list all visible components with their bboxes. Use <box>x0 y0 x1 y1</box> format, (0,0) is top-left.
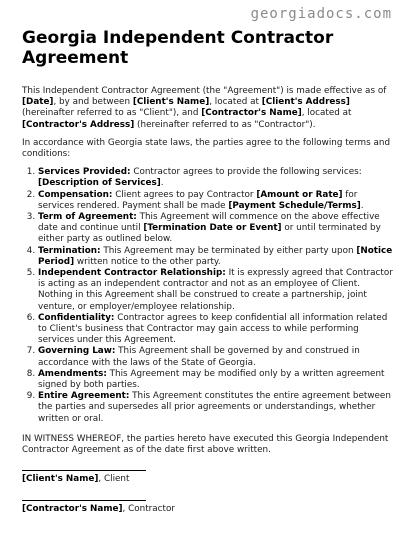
contractor-signature-role: , Contractor <box>122 503 175 514</box>
client-signature-name: [Client's Name] <box>22 474 99 485</box>
intro-text: , by and between <box>53 97 133 108</box>
term-item <box>38 212 394 246</box>
client-address-field: [Client's Address] <box>261 97 350 108</box>
term-item <box>38 369 394 391</box>
date-field: [Date] <box>22 97 54 108</box>
term-item <box>38 190 394 212</box>
term-heading: Confidentiality: <box>38 312 115 323</box>
witness-paragraph: IN WITNESS WHEREOF, the parties hereto have executed this Georgia Independent Contractor Agreement as of the date first above written. <box>22 433 389 456</box>
intro-text: (hereinafter referred to as "Contractor"). <box>134 119 316 130</box>
term-heading: Services Provided: <box>38 167 131 178</box>
term-item <box>38 167 394 189</box>
term-item <box>38 391 394 425</box>
term-text: This Agreement may be modified only by a written agreement signed by both parties. <box>38 368 385 391</box>
term-item <box>38 268 394 313</box>
term-text: This Agreement constitutes the entire agreement between the parties and supersedes all prior agreements or understandings, whether written or oral. <box>38 391 391 424</box>
term-text: . <box>160 178 164 189</box>
term-field: [Notice Period] <box>38 245 393 267</box>
term-text: . <box>360 200 364 211</box>
term-item <box>38 313 394 347</box>
term-heading: Amendments: <box>38 368 107 379</box>
intro-text: (hereinafter referred to as "Client"), and <box>22 108 202 119</box>
intro-paragraph <box>22 86 394 131</box>
client-name-field: [Client's Name] <box>132 97 210 108</box>
term-text: for services rendered. Payment shall be made <box>38 189 358 211</box>
term-heading: Termination: <box>38 245 101 256</box>
term-text: This Agreement shall be governed by and construed in accordance with the laws of the State of Georgia. <box>38 346 360 368</box>
term-item <box>38 246 394 268</box>
term-field: [Description of Services] <box>38 178 161 189</box>
term-text: or until terminated by either party as outlined below. <box>38 223 381 245</box>
term-text: Contractor agrees to keep confidential all information related to Client's business that Contractor may gain access to while performing services under this Agreement. <box>38 312 388 346</box>
site-watermark: georgiadocs.com <box>250 6 392 22</box>
term-text: Contractor agrees to provide the following services: <box>130 167 362 178</box>
term-text: written notice to the other party. <box>74 256 221 267</box>
intro-text: , located at <box>209 97 262 108</box>
term-heading: Independent Contractor Relationship: <box>38 268 226 279</box>
contractor-signature-name: [Contractor's Name] <box>22 503 123 514</box>
accordance-paragraph: In accordance with Georgia state laws, the parties agree to the following terms and conditions: <box>22 137 391 160</box>
contractor-signature <box>22 500 394 515</box>
document-title: Georgia Independent Contractor Agreement <box>22 28 334 68</box>
term-text: Client agrees to pay Contractor <box>112 189 257 200</box>
client-signature <box>22 470 394 485</box>
term-text: This Agreement will commence on the above effective date and continue until <box>38 212 380 234</box>
intro-text: , located at <box>301 108 352 119</box>
intro-text: This Independent Contractor Agreement (the "Agreement") is made effective as of <box>22 86 387 96</box>
terms-list <box>22 167 394 425</box>
signature-line <box>22 470 146 471</box>
contractor-address-field: [Contractor's Address] <box>22 119 135 130</box>
term-heading: Governing Law: <box>38 346 116 357</box>
term-heading: Entire Agreement: <box>38 391 130 402</box>
term-field: [Amount or Rate] <box>256 189 343 200</box>
term-field: [Payment Schedule/Terms] <box>228 200 361 211</box>
signature-line <box>22 500 146 501</box>
term-text: It is expressly agreed that Contractor is acting as an independent contractor and not as an employee of Client. Nothing in this Agreement shall be construed to create a partnership, joint venture, or employer/employee relationship. <box>38 268 393 312</box>
term-item <box>38 346 394 368</box>
contractor-name-field: [Contractor's Name] <box>201 108 302 119</box>
signature-section <box>22 470 394 514</box>
term-heading: Compensation: <box>38 189 113 200</box>
term-text: This Agreement may be terminated by either party upon <box>100 245 357 256</box>
document-page <box>22 28 394 529</box>
term-heading: Term of Agreement: <box>38 212 137 223</box>
client-signature-role: , Client <box>98 474 130 485</box>
term-field: [Termination Date or Event] <box>143 223 282 234</box>
